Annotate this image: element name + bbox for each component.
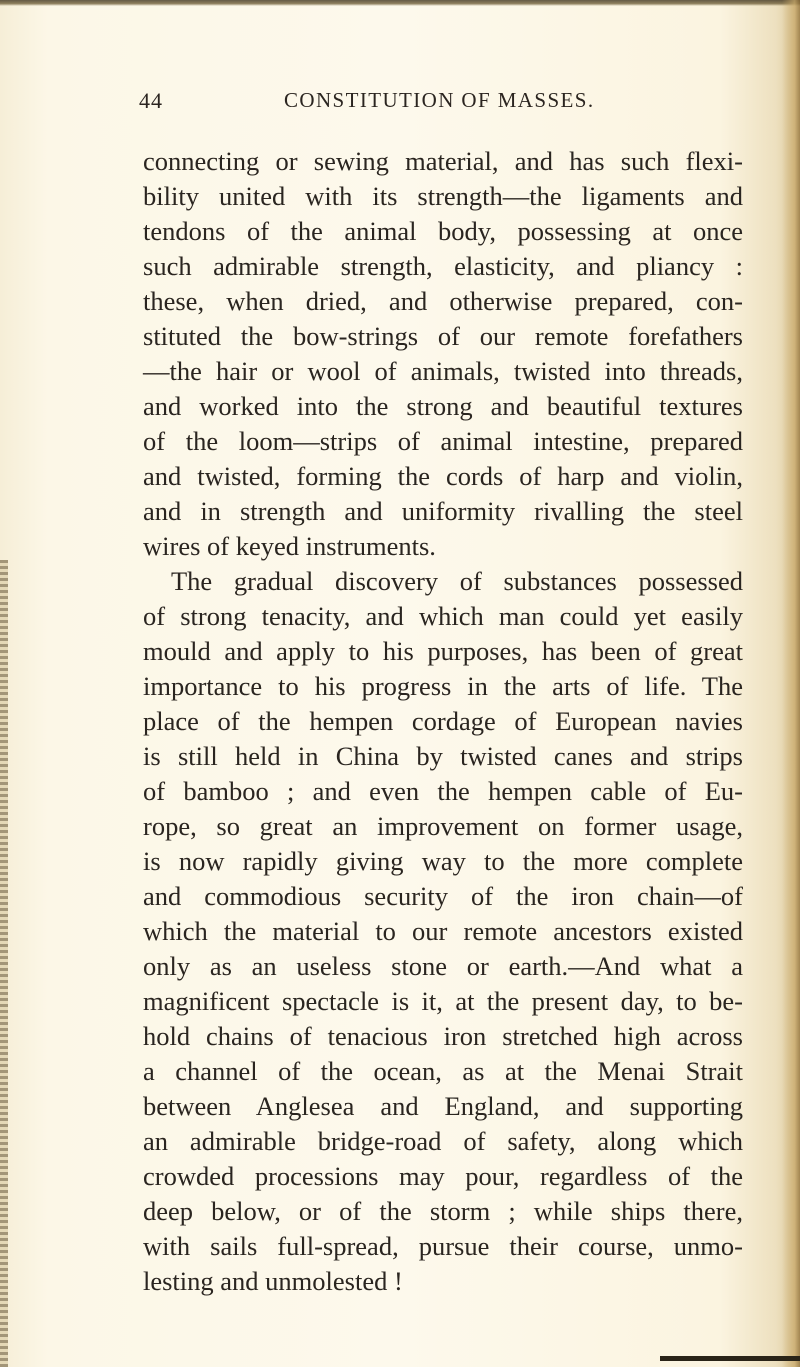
text-line: a channel of the ocean, as at the Menai Strait: [143, 1056, 743, 1086]
text-line: with sails full-spread, pursue their course, unmo-: [143, 1231, 743, 1261]
running-head: CONSTITUTION OF MASSES.: [284, 88, 595, 112]
text-line: crowded processions may pour, regardless of the: [143, 1161, 743, 1191]
text-line: magnificent spectacle is it, at the present day, to be-: [143, 986, 743, 1016]
page-right-edge: [782, 0, 800, 1367]
text-line: is now rapidly giving way to the more complete: [143, 846, 743, 876]
text-line: these, when dried, and otherwise prepared, con-: [143, 286, 743, 316]
text-line: of the loom—strips of animal intestine, prepared: [143, 426, 743, 456]
text-line: lesting and unmolested !: [143, 1266, 403, 1296]
text-line: of strong tenacity, and which man could yet easily: [143, 601, 743, 631]
text-line: of bamboo ; and even the hempen cable of Eu-: [143, 776, 743, 806]
text-line: and in strength and uniformity rivalling the steel: [143, 496, 743, 526]
text-line: mould and apply to his purposes, has been of great: [143, 636, 743, 666]
text-line: —the hair or wool of animals, twisted into threads,: [143, 356, 743, 386]
text-line: hold chains of tenacious iron stretched high across: [143, 1021, 743, 1051]
text-line: between Anglesea and England, and supporting: [143, 1091, 743, 1121]
text-line: The gradual discovery of substances possessed: [171, 566, 743, 596]
text-line: and twisted, forming the cords of harp and violin,: [143, 461, 743, 491]
text-line: connecting or sewing material, and has such flexi-: [143, 146, 743, 176]
text-line: tendons of the animal body, possessing at once: [143, 216, 743, 246]
text-line: and worked into the strong and beautiful textures: [143, 391, 743, 421]
text-line: deep below, or of the storm ; while ships there,: [143, 1196, 743, 1226]
body-text: [143, 144, 743, 1299]
text-line: place of the hempen cordage of European navies: [143, 706, 743, 736]
bottom-edge-rule: [660, 1356, 800, 1361]
text-line: is still held in China by twisted canes and strips: [143, 741, 743, 771]
text-line: such admirable strength, elasticity, and pliancy :: [143, 251, 743, 281]
text-line: which the material to our remote ancestors existed: [143, 916, 743, 946]
text-line: and commodious security of the iron chain—of: [143, 881, 743, 911]
page-number: 44: [139, 88, 163, 113]
text-line: an admirable bridge-road of safety, along which: [143, 1126, 743, 1156]
text-line: wires of keyed instruments.: [143, 531, 436, 561]
text-line: only as an useless stone or earth.—And what a: [143, 951, 743, 981]
text-line: importance to his progress in the arts of life. The: [143, 671, 743, 701]
text-line: stituted the bow-strings of our remote forefathers: [143, 321, 743, 351]
page-left-edge: [0, 560, 8, 1367]
page-header: [0, 88, 800, 124]
text-line: rope, so great an improvement on former usage,: [143, 811, 743, 841]
page-top-edge: [0, 0, 800, 6]
text-line: bility united with its strength—the ligaments and: [143, 181, 743, 211]
